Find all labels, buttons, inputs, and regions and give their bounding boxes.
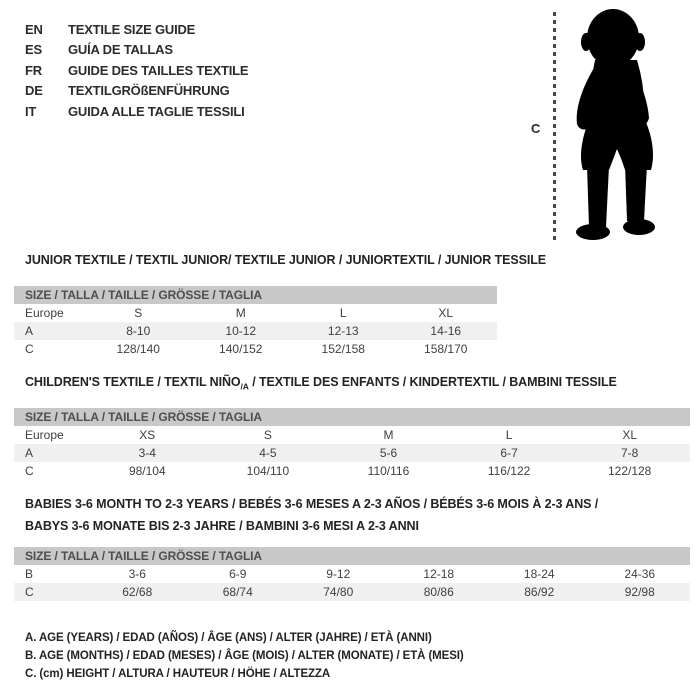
table-rows: [14, 304, 497, 358]
row-label: Europe: [25, 427, 64, 442]
table-row: [14, 322, 497, 340]
row-value: 8-10: [126, 323, 151, 338]
table-row: [14, 583, 690, 601]
row-value: M: [383, 427, 394, 442]
table-title: [14, 374, 690, 396]
language-title: GUIDE DES TAILLES TEXTILE: [68, 62, 249, 78]
row-value: 122/128: [607, 463, 652, 478]
size-header-bar: SIZE / TALLA / TAILLE / GRÖSSE / TAGLIA: [14, 408, 690, 426]
row-value: 158/170: [424, 341, 468, 356]
row-value: 14-16: [430, 323, 462, 338]
language-row: [25, 40, 248, 61]
language-title: GUIDA ALLE TAGLIE TESSILI: [68, 103, 245, 119]
row-value: 4-5: [259, 445, 277, 460]
language-code: FR: [25, 62, 42, 78]
table-row: [14, 462, 690, 480]
row-value: 6-9: [229, 566, 247, 581]
row-value: 62/68: [122, 584, 153, 599]
footnote-height-cm: C. (cm) HEIGHT / ALTURA / HAUTEUR / HÖHE / ALTEZZA: [25, 668, 331, 680]
language-row: [25, 81, 248, 102]
table-row: [14, 426, 690, 444]
row-label: B: [25, 566, 34, 581]
row-value: XS: [139, 427, 156, 442]
language-title: GUÍA DE TALLAS: [68, 42, 173, 58]
row-value: 68/74: [222, 584, 253, 599]
row-value: 80/86: [423, 584, 454, 599]
size-header-bar: SIZE / TALLA / TAILLE / GRÖSSE / TAGLIA: [14, 547, 690, 565]
language-row: [25, 101, 248, 122]
language-row: [25, 60, 248, 81]
language-code: IT: [25, 103, 37, 119]
language-code: DE: [25, 83, 43, 99]
row-value: XL: [622, 427, 638, 442]
table-row: [14, 565, 690, 583]
row-value: 24-36: [624, 566, 656, 581]
row-value: 12-18: [423, 566, 455, 581]
junior-textile-table: [14, 252, 546, 358]
height-measure-label: C: [531, 121, 541, 136]
row-label: C: [25, 463, 34, 478]
row-value: L: [339, 305, 347, 320]
row-value: 5-6: [379, 445, 398, 460]
row-value: S: [134, 305, 143, 320]
row-label: A: [25, 323, 34, 338]
row-value: 9-12: [326, 566, 351, 581]
language-title: TEXTILGRÖßENFÜHRUNG: [68, 83, 230, 99]
row-value: 110/116: [367, 463, 410, 478]
toddler-silhouette-icon: [563, 8, 671, 246]
row-value: 152/158: [321, 341, 365, 356]
row-label: A: [25, 445, 34, 460]
row-value: XL: [438, 305, 454, 320]
row-value: M: [235, 305, 246, 320]
table-rows: [14, 565, 690, 601]
childrens-textile-table: [14, 374, 690, 480]
size-header-bar: SIZE / TALLA / TAILLE / GRÖSSE / TAGLIA: [14, 286, 497, 304]
table-row: [14, 340, 497, 358]
row-value: 7-8: [621, 445, 639, 460]
row-value: 104/110: [246, 463, 290, 478]
row-value: 12-13: [327, 323, 359, 338]
language-row: [25, 19, 248, 40]
table-title-line2: BABYS 3-6 MONATE BIS 2-3 JAHRE / BAMBINI 3-6 MESI A 2-3 ANNI: [25, 518, 419, 533]
row-value: 128/140: [116, 341, 160, 356]
table-title-suffix: / TEXTILE DES ENFANTS / KINDERTEXTIL / BAMBINI TESSILE: [248, 375, 617, 389]
footnote-age-years: A. AGE (YEARS) / EDAD (AÑOS) / ÂGE (ANS) / ALTER (JAHRE) / ETÀ (ANNI): [25, 632, 432, 644]
row-value: 98/104: [128, 463, 166, 478]
row-value: S: [263, 427, 272, 442]
row-value: L: [505, 427, 513, 442]
table-row: [14, 304, 497, 322]
height-dotted-line: [553, 12, 556, 244]
babies-textile-table: [14, 496, 690, 601]
row-value: 92/98: [624, 584, 655, 599]
row-value: 3-4: [138, 445, 156, 460]
row-value: 74/80: [323, 584, 354, 599]
table-title-text: CHILDREN'S TEXTILE / TEXTIL NIÑO: [25, 375, 241, 389]
table-title-text: JUNIOR TEXTILE / TEXTIL JUNIOR/ TEXTILE JUNIOR / JUNIORTEXTIL / JUNIOR TESSILE: [25, 253, 546, 267]
table-title: [14, 252, 546, 274]
row-value: 10-12: [225, 323, 257, 338]
row-value: 116/122: [487, 463, 531, 478]
row-value: 86/92: [524, 584, 555, 599]
table-row: [14, 444, 690, 462]
row-value: 140/152: [219, 341, 263, 356]
footnote-age-months: B. AGE (MONTHS) / EDAD (MESES) / ÂGE (MOIS) / ALTER (MONATE) / ETÀ (MESI): [25, 650, 464, 662]
row-value: 6-7: [500, 445, 518, 460]
language-title: TEXTILE SIZE GUIDE: [68, 21, 196, 37]
row-label: C: [25, 341, 34, 356]
language-code: ES: [25, 42, 42, 58]
language-code: EN: [25, 21, 43, 37]
row-value: 18-24: [523, 566, 555, 581]
footnotes: [25, 629, 464, 683]
language-list: [25, 19, 248, 122]
table-title-text: BABIES 3-6 MONTH TO 2-3 YEARS / BEBÉS 3-6 MESES A 2-3 AÑOS / BÉBÉS 3-6 MOIS À 2-3 ANS /: [25, 497, 599, 511]
table-rows: [14, 426, 690, 480]
table-title: [14, 496, 690, 518]
row-label: C: [25, 584, 34, 599]
row-label: Europe: [25, 305, 64, 320]
row-value: 3-6: [128, 566, 146, 581]
table-title-subscript: /A: [240, 381, 249, 392]
